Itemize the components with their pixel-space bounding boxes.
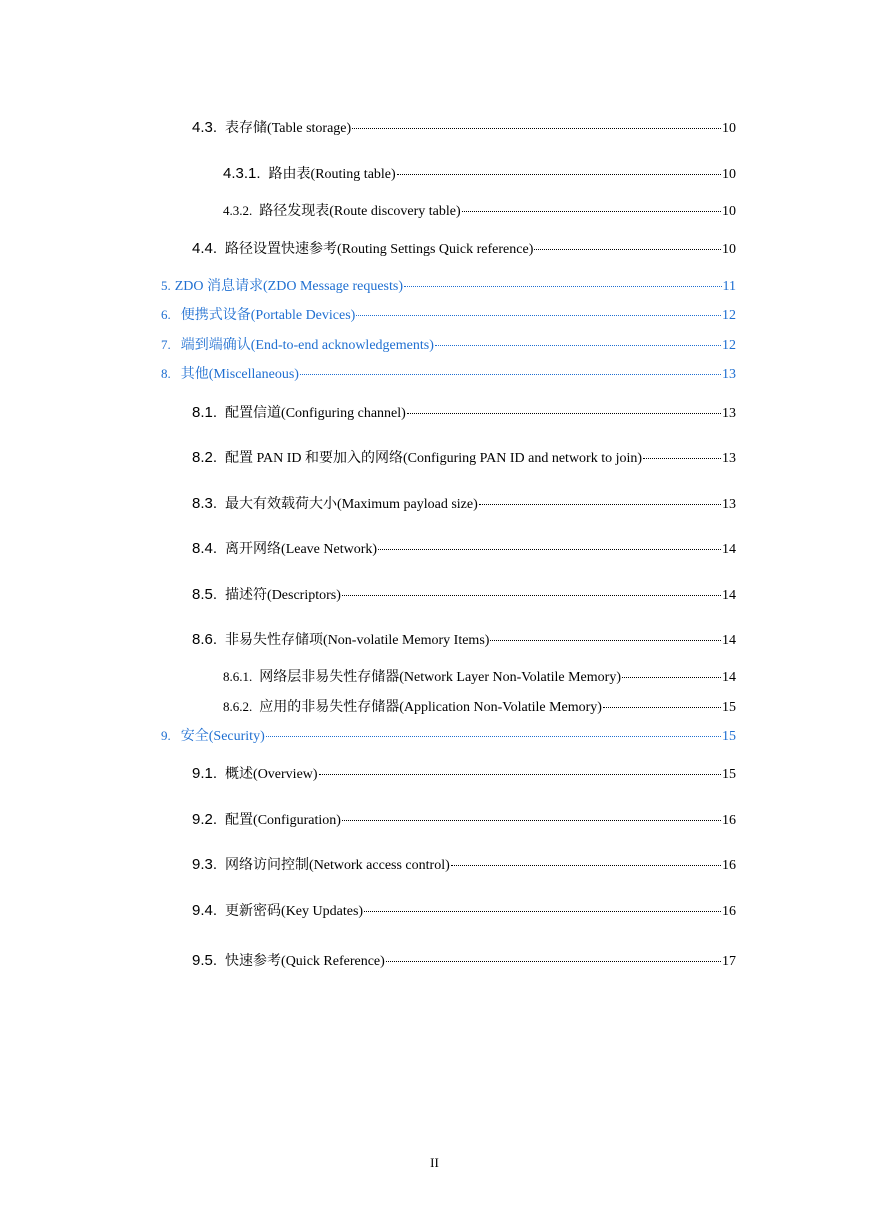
toc-number: 9.5. [192,952,218,969]
toc-page-number: 14 [722,588,736,603]
toc-title: 配置信道(Configuring channel) [225,406,406,421]
toc-page-number: 15 [722,767,736,782]
toc-number: 8.6.2. [223,699,253,714]
toc-entry-4-3-1[interactable] [223,165,736,184]
toc-page-number: 16 [722,904,736,919]
toc-number: 8.6.1. [223,669,253,684]
toc-number: 5. [161,278,171,293]
dot-leader [300,374,721,375]
toc-number: 8.4. [192,540,218,557]
toc-number: 4.4. [192,240,218,257]
toc-page-number: 13 [722,406,736,421]
dot-leader [435,345,721,346]
toc-entry-9-3[interactable] [192,856,736,875]
toc-entry-9-1[interactable] [192,765,736,784]
dot-leader [266,736,721,737]
dot-leader [378,549,721,550]
toc-number: 8.6. [192,631,218,648]
toc-entry-4-3-2[interactable] [223,202,736,221]
dot-leader [386,961,721,962]
toc-entry-8-5[interactable] [192,586,736,605]
dot-leader [319,774,721,775]
toc-number: 9.4. [192,902,218,919]
toc-number: 4.3.2. [223,203,253,218]
dot-leader [407,413,721,414]
dot-leader [342,820,721,821]
toc-number: 8. [161,366,171,381]
toc-title: 概述(Overview) [225,767,318,782]
dot-leader [397,174,721,175]
toc-title: 路由表(Routing table) [268,167,396,182]
dot-leader [462,211,721,212]
toc-number: 8.1. [192,404,218,421]
dot-leader [622,677,721,678]
toc-entry-9-4[interactable] [192,902,736,921]
toc-entry-8-3[interactable] [192,495,736,514]
toc-entry-8-6-2[interactable] [223,698,736,717]
toc-number: 9.3. [192,856,218,873]
dot-leader [479,504,721,505]
toc-entry-4-3[interactable] [192,119,736,138]
toc-page-number: 10 [722,167,736,182]
toc-number: 8.5. [192,586,218,603]
toc-entry-8-4[interactable] [192,540,736,559]
toc-page-number: 14 [722,633,736,648]
toc-title: ZDO 消息请求(ZDO Message requests) [174,279,403,294]
toc-entry-7[interactable] [161,336,736,355]
toc-entry-9-5[interactable] [192,952,736,971]
toc-number: 9.2. [192,811,218,828]
dot-leader [342,595,721,596]
dot-leader [534,249,721,250]
toc-page-number: 12 [722,308,736,323]
toc-entry-4-4[interactable] [192,240,736,259]
page-footer-number: II [430,1155,439,1170]
toc-page-number: 10 [722,242,736,257]
toc-page-number: 13 [722,451,736,466]
toc-page-number: 14 [722,542,736,557]
toc-title: 配置 PAN ID 和要加入的网络(Configuring PAN ID and network to join) [225,451,643,466]
toc-title: 非易失性存储项(Non-volatile Memory Items) [225,633,490,648]
toc-title: 快速参考(Quick Reference) [225,954,385,969]
dot-leader [451,865,721,866]
toc-number: 9.1. [192,765,218,782]
dot-leader [490,640,721,641]
toc-title: 网络层非易失性存储器(Network Layer Non-Volatile Memory) [259,670,621,685]
toc-title: 描述符(Descriptors) [225,588,341,603]
toc-title: 便携式设备(Portable Devices) [180,308,356,323]
dot-leader [643,458,721,459]
toc-title: 离开网络(Leave Network) [225,542,378,557]
toc-entry-5[interactable] [161,277,736,296]
toc-entry-8-6-1[interactable] [223,668,736,687]
toc-page-number: 10 [722,121,736,136]
dot-leader [364,911,721,912]
toc-page-number: 14 [722,670,736,685]
toc-page-number: 15 [722,729,736,744]
toc-number: 4.3.1. [223,165,261,182]
toc-entry-9-2[interactable] [192,811,736,830]
toc-title: 更新密码(Key Updates) [225,904,364,919]
toc-page-number: 13 [722,497,736,512]
toc-entry-8-1[interactable] [192,404,736,423]
toc-entry-8-2[interactable] [192,449,736,468]
dot-leader [603,707,721,708]
toc-number: 6. [161,307,171,322]
toc-entry-6[interactable] [161,306,736,325]
toc-entry-8[interactable] [161,365,736,384]
toc-title: 路径发现表(Route discovery table) [259,204,461,219]
toc-entry-8-6[interactable] [192,631,736,650]
toc-title: 网络访问控制(Network access control) [225,858,450,873]
toc-page-number: 13 [722,367,736,382]
toc-title: 端到端确认(End-to-end acknowledgements) [180,338,434,353]
dot-leader [356,315,721,316]
toc-number: 4.3. [192,119,218,136]
toc-page-number: 11 [722,279,736,294]
toc-number: 8.3. [192,495,218,512]
dot-leader [352,128,721,129]
toc-page-number: 16 [722,858,736,873]
toc-page-number: 15 [722,700,736,715]
toc-page-number: 12 [722,338,736,353]
toc-title: 表存储(Table storage) [225,121,352,136]
toc-number: 9. [161,728,171,743]
toc-title: 安全(Security) [180,729,265,744]
toc-title: 其他(Miscellaneous) [180,367,299,382]
toc-number: 8.2. [192,449,218,466]
toc-title: 配置(Configuration) [225,813,341,828]
toc-title: 路径设置快速参考(Routing Settings Quick reference) [225,242,534,257]
toc-page-number: 16 [722,813,736,828]
toc-title: 最大有效载荷大小(Maximum payload size) [225,497,478,512]
toc-title: 应用的非易失性存储器(Application Non-Volatile Memory) [259,700,602,715]
toc-page-number: 10 [722,204,736,219]
toc-entry-9[interactable] [161,727,736,746]
dot-leader [404,286,722,287]
toc-page-number: 17 [722,954,736,969]
toc-number: 7. [161,337,171,352]
